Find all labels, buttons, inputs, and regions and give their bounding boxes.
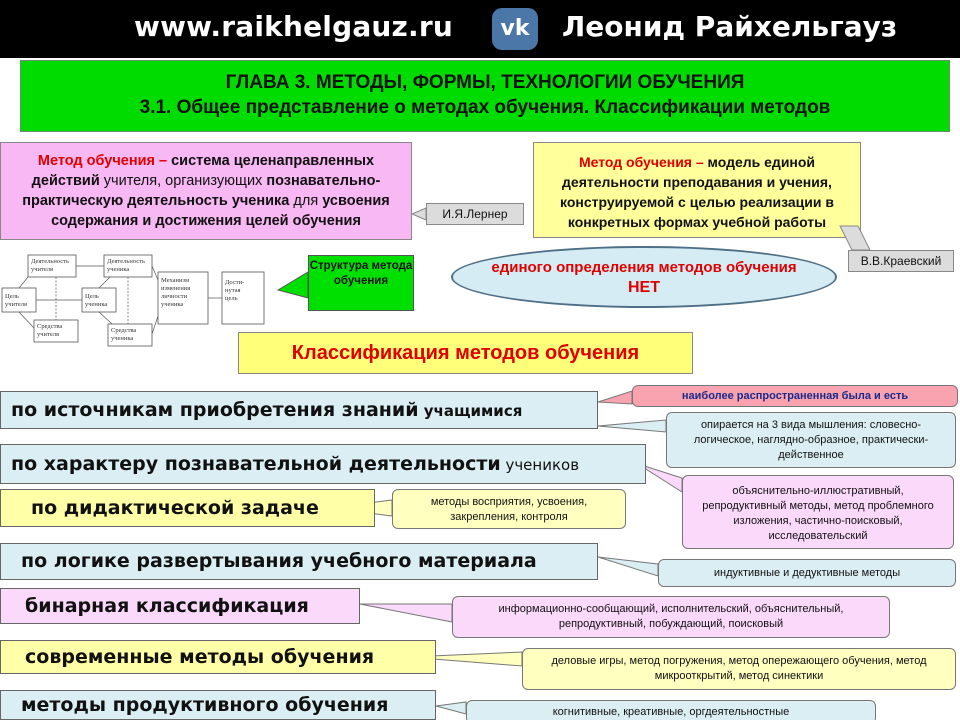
node-result: Дости-нутая цель bbox=[225, 279, 245, 302]
classification-row[interactable]: по логике развертывания учебного материала bbox=[0, 543, 598, 580]
definition-lerner: Метод обучения – система целенаправленных действий учителя, организующих познавательно-практическую деятельность ученика для усвоения содержания и достижения целей обучения bbox=[0, 142, 412, 240]
author-note-kraevsky: В.В.Краевский bbox=[848, 250, 954, 272]
callout-logic-methods: индуктивные и дедуктивные методы bbox=[658, 559, 956, 587]
no-definition-ellipse bbox=[451, 246, 837, 308]
site-url[interactable]: www.raikhelgauz.ru bbox=[134, 10, 454, 43]
chapter-title: ГЛАВА 3. МЕТОДЫ, ФОРМЫ, ТЕХНОЛОГИИ ОБУЧЕНИЯ bbox=[225, 72, 745, 93]
node-student-means: Средства ученика bbox=[111, 327, 137, 342]
callout-modern-methods: деловые игры, метод погружения, метод опережающего обучения, метод микрооткрытий, метод синектики bbox=[522, 648, 956, 690]
callout-thinking-types: опирается на 3 вида мышления: словесно-логическое, наглядно-образное, практически-действенное bbox=[666, 412, 956, 468]
classification-row[interactable]: бинарная классификация bbox=[0, 588, 360, 624]
author-name: Леонид Райхельгауз bbox=[562, 10, 898, 43]
classification-row[interactable]: современные методы обучения bbox=[0, 640, 436, 674]
author-note-lerner: И.Я.Лернер bbox=[426, 203, 524, 225]
section-title: 3.1. Общее представление о методах обучения. Классификации методов bbox=[139, 97, 831, 118]
node-teacher-means: Средства учителя bbox=[37, 323, 63, 338]
no-definition-verdict: НЕТ bbox=[628, 279, 660, 296]
classification-row[interactable]: по характеру познавательной деятельности учеников bbox=[0, 444, 646, 484]
node-teacher-activity: Деятельность учителя bbox=[31, 258, 69, 273]
classification-row[interactable]: по дидактической задаче bbox=[0, 489, 375, 527]
no-definition-text: единого определения методов обучения bbox=[491, 259, 797, 276]
definition-term: Метод обучения bbox=[578, 154, 692, 170]
classification-title: Классификация методов обучения bbox=[238, 332, 693, 374]
callout-cognitive-methods: объяснительно-иллюстративный, репродуктивный методы, метод проблемного изложения, частично-поисковый, исследовательский bbox=[682, 475, 954, 549]
node-teacher-goal: Цель учителя bbox=[5, 293, 27, 308]
node-student-goal: Цель ученика bbox=[85, 293, 108, 308]
classification-row[interactable]: методы продуктивного обучения bbox=[0, 690, 436, 720]
node-student-activity: Деятельность ученика bbox=[107, 258, 145, 273]
callout-productive-methods: когнитивные, креативные, оргдеятельностные bbox=[466, 700, 876, 720]
node-mechanism: Механизм изменения личности ученика bbox=[161, 277, 191, 308]
vk-icon[interactable]: vk bbox=[492, 8, 538, 50]
callout-most-common: наиболее распространенная была и есть bbox=[632, 385, 958, 407]
classification-row[interactable]: по источникам приобретения знаний учащимися bbox=[0, 391, 598, 429]
callout-didactic-methods: методы восприятия, усвоения, закрепления, контроля bbox=[392, 489, 626, 529]
definition-kraevsky: Метод обучения – модель единой деятельности преподавания и учения, конструируемой с целью реализации в конкретных формах учебной работы bbox=[533, 142, 861, 238]
definition-term: Метод обучения bbox=[37, 153, 155, 169]
structure-label: Структура метода обучения bbox=[308, 255, 414, 311]
callout-binary-methods: информационно-сообщающий, исполнительский, объяснительный, репродуктивный, побуждающий, поисковый bbox=[452, 596, 890, 638]
